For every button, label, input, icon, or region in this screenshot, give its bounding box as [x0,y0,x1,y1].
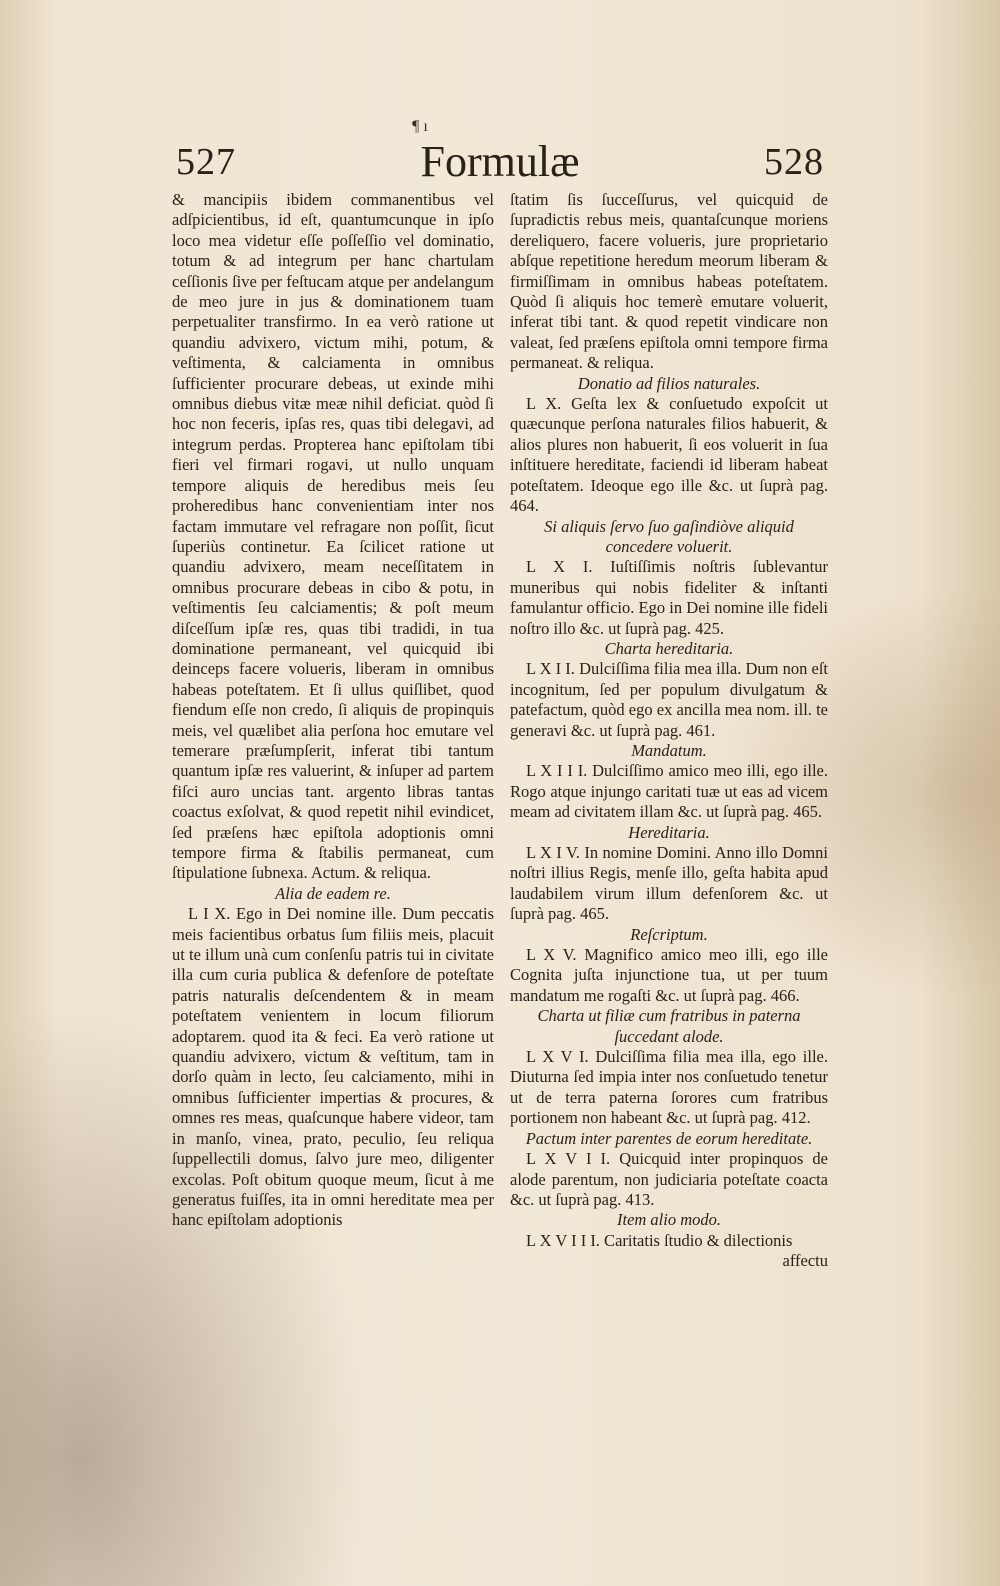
paragraph-lxviii: L X V I I I. Caritatis ſtudio & dilectionis [526,1230,793,1250]
running-header [170,136,830,186]
left-column [172,190,494,1231]
paragraph-lxvii: L X V I I. Quicquid inter propinquos de alode parentum, non judiciaria poteſtate coacta &c. ut ſuprà pag. 413. [510,1149,828,1209]
paragraph-lxi: L X I. Iuſtiſſimis noſtris ſublevantur muneribus qui nobis fideliter & inſtanti famulantur officio. Ego in Dei nomine ille fideli noſtro illo &c. ut ſuprà pag. 425. [510,557,828,638]
section-heading: Charta hereditaria. [604,638,734,658]
paragraph-lxii: L X I I. Dulciſſima filia mea illa. Dum non eſt incognitum, ſed per populum divulgatum & patefactum, quòd ego ex ancilla mea nom. ill. te generavi &c. ut ſuprà pag. 461. [510,659,828,740]
ornament-mark: ¶ ı [412,118,428,135]
paragraph-lxvi: L X V I. Dulciſſima filia mea illa, ego ille. Diuturna ſed impia inter nos conſuetudo tenetur ut de terra paterna ſorores cum fratribus portionem non habeant &c. ut ſuprà pag. 412. [510,1047,828,1128]
running-title: Formulæ [420,137,580,186]
paragraph-lxiii: L X I I I. Dulciſſimo amico meo illi, ego ille. Rogo atque injungo caritati tuæ ut eas ad vicem meam ad civitatem illam &c. ut ſuprà pag. 465. [510,761,828,822]
section-heading: Mandatum. [631,740,707,760]
catchword: affectu [782,1251,828,1271]
section-heading: Hereditaria. [628,822,710,842]
paragraph-lxiv: L X I V. In nomine Domini. Anno illo Domni noſtri illius Regis, menſe illo, geſta habita apud laudabilem virum illum defenſorem &c. ut ſuprà pag. 465. [510,843,828,924]
paragraph-lxv: L X V. Magnifico amico meo illi, ego ille Cognita juſta injunctione tua, ut per tuum mandatum me rogaſti &c. ut ſuprà pag. 466. [510,945,828,1005]
paragraph-lix: L I X. Ego in Dei nomine ille. Dum peccatis meis facientibus orbatus ſum filiis meis, placuit ut te illum unà cum conſenſu patris tui in civitate illa cum curia publica & defenſore de poteſtate patris naturalis deſcendentem & in meam poteſtatem venientem in locum filiorum adoptarem. quod ita & feci. Ea verò ratione ut quandiu advixero, victum & veſtitum, tam in dorſo quàm in lecto, ſeu calciamento, mihi in omnibus ſufficienter impertias & procures, & omnes res meas, quaſcunque habere videor, tam in manſo, vinea, prato, peculio, ſeu reliqua ſuppellectili domus, ſalvo jure meo, diligenter excolas. Poſt obitum quoque meum, ſicut à me generatus fuiſſes, ita in omni hereditate mea per hanc epiſtolam adoptionis [172,904,494,1230]
paragraph-continuation: ſtatim ſis ſucceſſurus, vel quicquid de ſupradictis rebus meis, quantaſcunque moriens dereliquero, facere volueris, jure proprietario abſque repetitione heredum meorum liberam & firmiſſimam in omnibus habeas poteſtatem. Quòd ſi aliquis hoc temerè emutare voluerit, inferat tibi tant. & quod repetit vindicare non valeat, ſed præſens epiſtola omni tempore firma permaneat. & reliqua. [510,190,828,373]
section-heading: Si aliquis ſervo ſuo gaſindiòve aliquid concedere voluerit. [544,516,794,556]
page-number-right: 528 [764,141,824,183]
section-heading: Reſcriptum. [630,924,708,944]
paragraph-continuation: & mancipiis ibidem commanentibus vel adſpicientibus, id eſt, quantumcunque in ipſo loco mea videtur eſſe poſſeſſio vel dominatio, totum & ad integrum per hanc chartulam ceſſionis ſive per feſtucam atque per andelangum de meo jure in jus & dominationem tuam perpetualiter transfirmo. In ea verò ratione ut quandiu advixero, victum mihi, potum, & veſtimenta, & calciamenta in omnibus ſufficienter procurare debeas, ut exinde mihi omnibus diebus vitæ meæ nihil deficiat. quòd ſi hoc non feceris, ipſas res, quas tibi delegavi, ad integrum perdas. Propterea hanc epiſtolam tibi fieri vel firmari rogavi, ut nullo unquam tempore aliquis de heredibus meis ſeu proheredibus hanc convenientiam inter nos factam immutare vel refragare non poſſit, ſicut ſuperiùs continetur. Ea ſcilicet ratione ut quandiu advixero, meam neceſſitatem in omnibus procurare debeas in cibo & potu, in veſtimentis ſeu calciamentis; & poſt meum diſceſſum ipſæ res, quas tibi tradidi, in tua dominatione permaneant, vel quicquid ibi deinceps facere volueris, liberam in omnibus habeas poteſtatem. Et ſi ullus quiſlibet, quod fiendum eſſe non credo, ſi aliquis de propinquis meis, vel quælibet alia perſona hoc emutare vel temerare præſumpſerit, inferat tibi tantum quantum ipſæ res valuerint, & inſuper ad partem fiſci auro uncias tant. argento libras tantas coactus exſolvat, & quod repetit nihil evindicet, ſed præſens hæc epiſtola adoptionis omni tempore firma & ſtabilis permaneat, cum ſtipulatione ſubnexa. Actum. & reliqua. [172,190,494,883]
section-heading: Alia de eadem re. [275,883,391,903]
paragraph-lx: L X. Geſta lex & conſuetudo expoſcit ut quæcunque perſona naturales filios habuerit, & alios plures non habuerit, ſi eos voluerit in ſua inſtituere hereditate, faciendi id liberam habeat poteſtatem. Ideoque ego ille &c. ut ſuprà pag. 464. [510,394,828,516]
page-number-left: 527 [176,141,236,183]
section-heading: Donatio ad filios naturales. [577,373,761,393]
section-heading: Item alio modo. [616,1210,722,1230]
section-heading: Charta ut filiæ cum fratribus in paterna ſuccedant alode. [537,1006,801,1046]
right-column [510,190,828,1272]
section-heading: Pactum inter parentes de eorum hereditate. [525,1128,813,1148]
